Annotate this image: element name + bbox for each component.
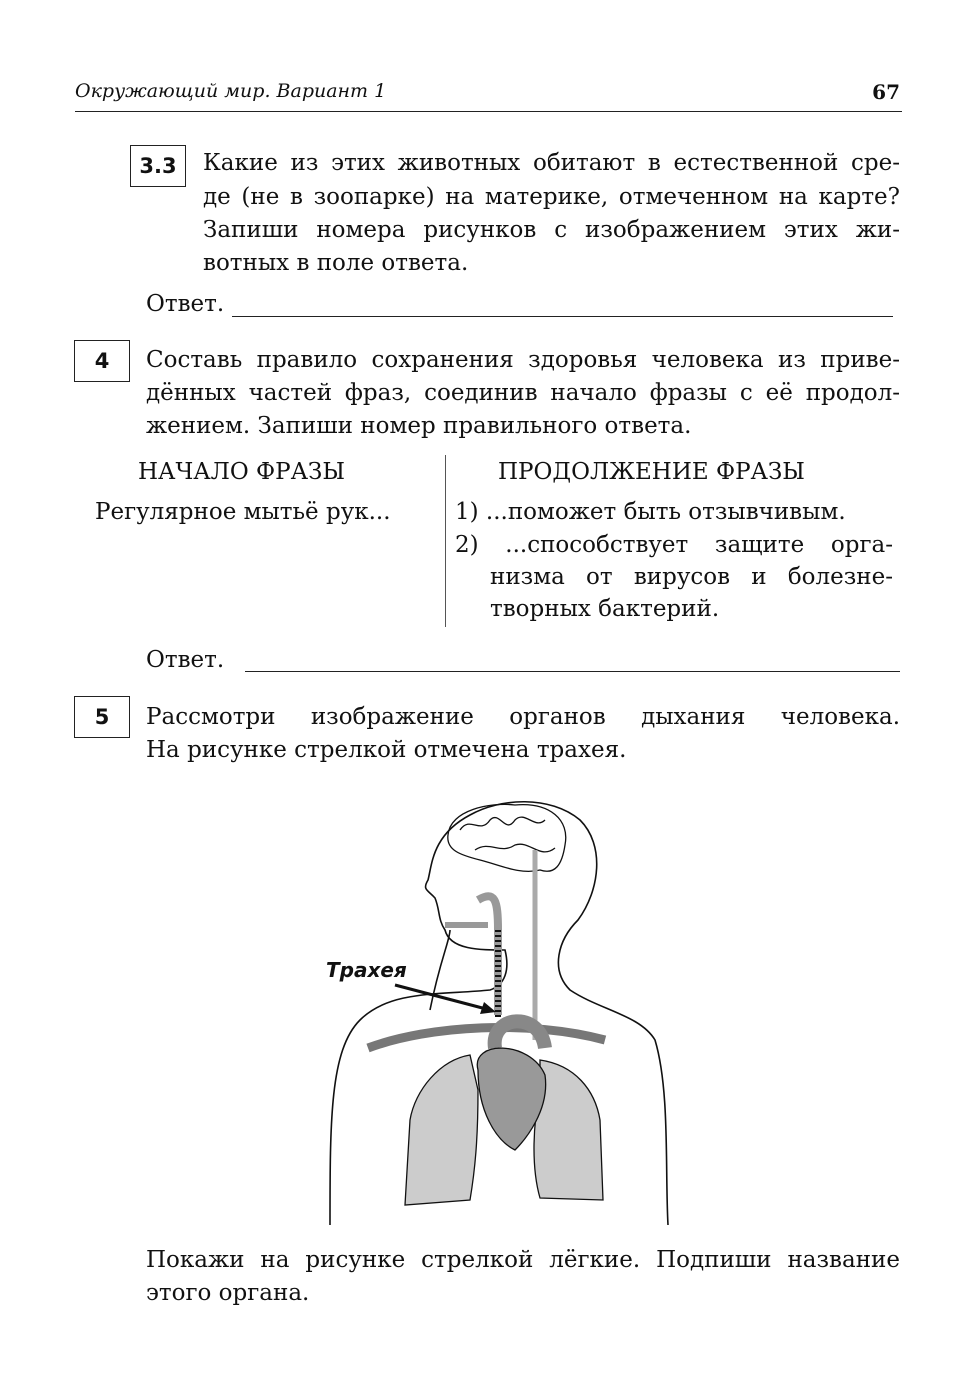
task-number-4: 4 — [74, 340, 130, 382]
trachea-label: Трахея — [326, 958, 407, 982]
question-line: Рассмотри изображение органов дыхания человека. — [146, 704, 900, 730]
question-line: Составь правило сохранения здоровья человека из приве- — [146, 347, 900, 373]
brain-icon — [448, 804, 566, 871]
running-header: Окружающий мир. Вариант 1 — [75, 80, 387, 102]
column-header-continuation: ПРОДОЛЖЕНИЕ ФРАЗЫ — [498, 459, 805, 485]
question-line: вотных в поле ответа. — [203, 250, 469, 276]
task-number-5: 5 — [74, 696, 130, 738]
option-2: 2) ...способствует защите орга- — [455, 532, 893, 558]
column-divider — [445, 455, 446, 627]
answer-line-4[interactable] — [245, 671, 900, 672]
page-number: 67 — [872, 80, 900, 104]
question-line: жением. Запиши номер правильного ответа. — [146, 413, 692, 439]
instruction-line: Покажи на рисунке стрелкой лёгкие. Подпиши название — [146, 1247, 900, 1273]
phrase-start: Регулярное мытьё рук... — [95, 499, 391, 525]
option-2-cont: творных бактерий. — [490, 596, 720, 622]
task-number-3-3: 3.3 — [130, 145, 186, 187]
question-line: Какие из этих животных обитают в естественной сре- — [203, 150, 900, 176]
header-rule — [75, 111, 902, 112]
option-1: 1) ...поможет быть отзывчивым. — [455, 499, 846, 525]
column-header-start: НАЧАЛО ФРАЗЫ — [138, 459, 345, 485]
aorta — [495, 1021, 545, 1048]
question-line: На рисунке стрелкой отмечена трахея. — [146, 737, 627, 763]
question-line: Запиши номера рисунков с изображением этих жи- — [203, 217, 900, 243]
instruction-line: этого органа. — [146, 1280, 310, 1306]
answer-line-3-3[interactable] — [232, 316, 893, 317]
answer-label: Ответ. — [146, 647, 225, 673]
question-line: де (не в зоопарке) на материке, отмеченном на карте? — [203, 184, 900, 210]
question-line: дённых частей фраз, соединив начало фразы с её продол- — [146, 380, 900, 406]
clavicle-vessel — [368, 1028, 605, 1048]
answer-label: Ответ. — [146, 291, 225, 317]
option-2-cont: низма от вирусов и болезне- — [490, 564, 893, 590]
respiratory-system-figure — [300, 790, 700, 1230]
